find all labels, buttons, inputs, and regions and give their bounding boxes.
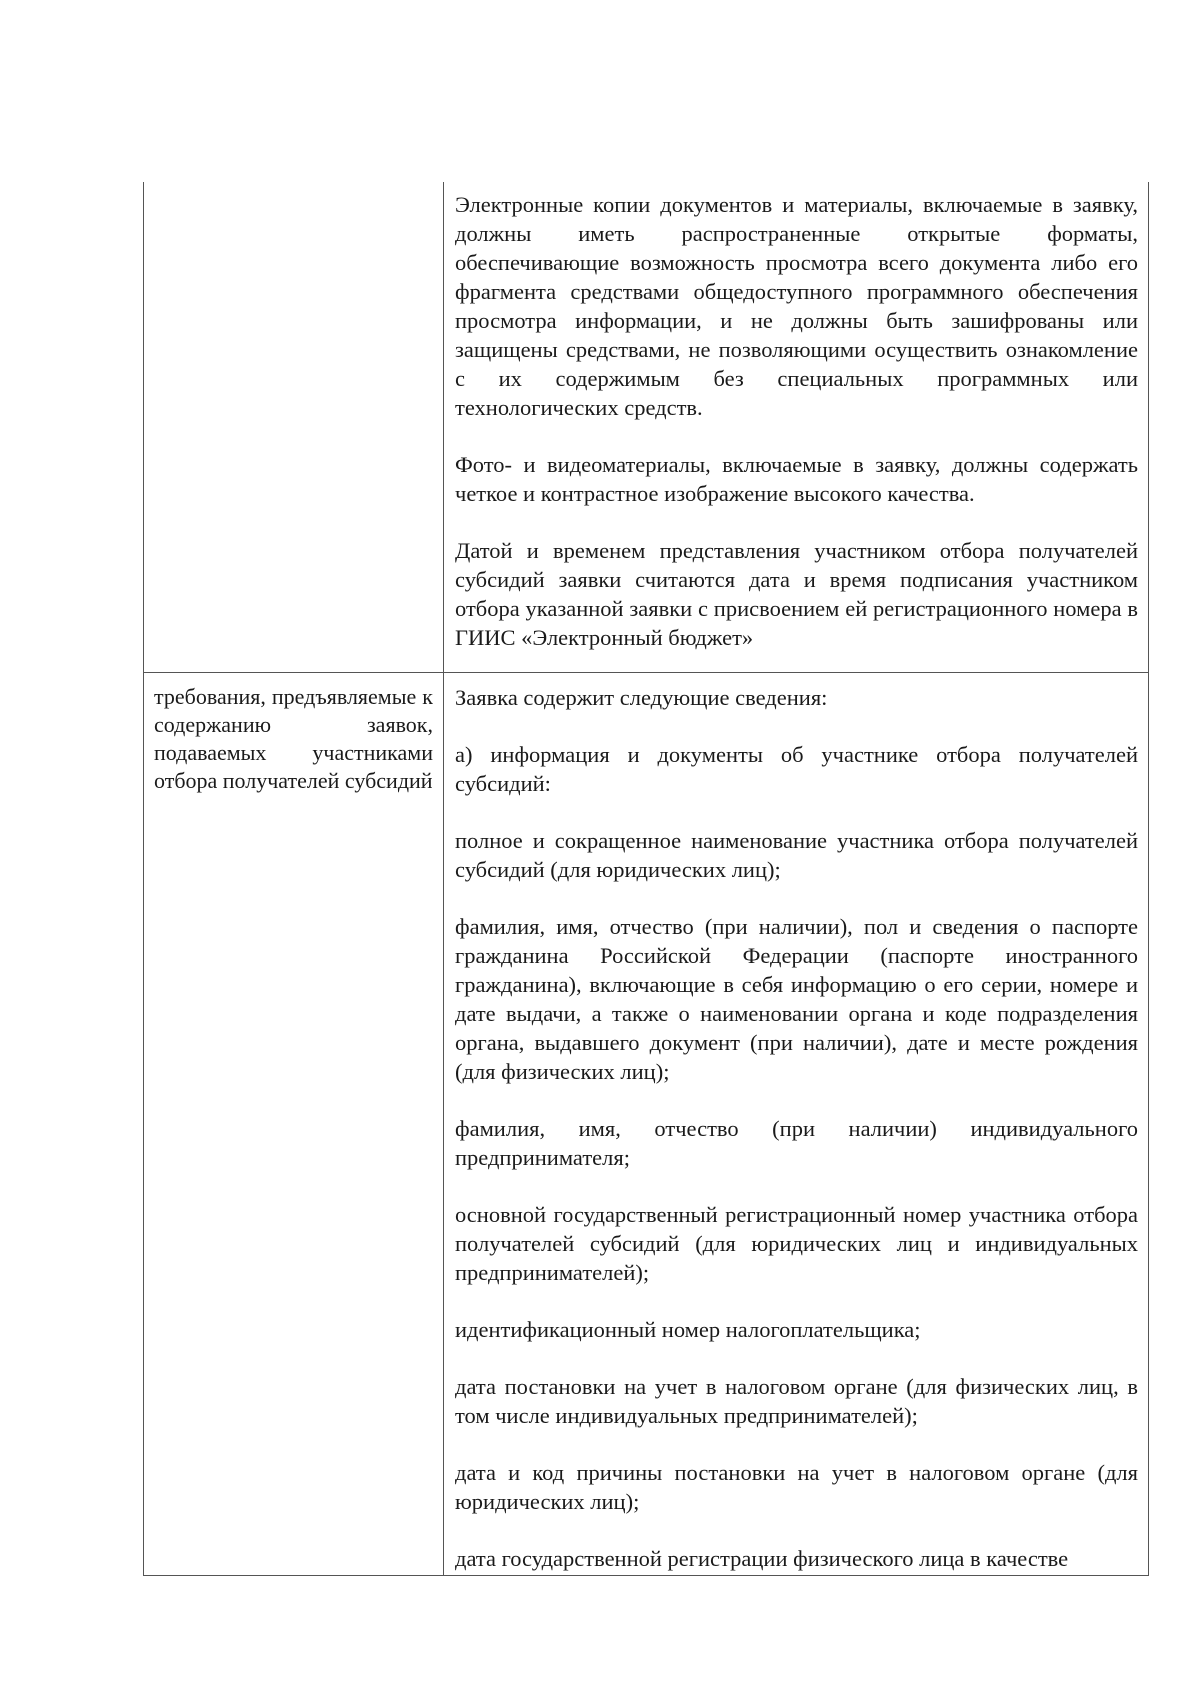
right-cell <box>444 673 1149 1576</box>
left-cell-text: требования, предъявляемые к содержанию заявок, подаваемых участниками отбора получателей субсидий <box>154 684 433 793</box>
paragraph: фамилия, имя, отчество (при наличии) индивидуального предпринимателя; <box>455 1116 1138 1170</box>
left-cell <box>144 182 444 673</box>
paragraph: полное и сокращенное наименование участника отбора получателей субсидий (для юридических лиц); <box>455 828 1138 882</box>
right-cell <box>444 182 1149 673</box>
left-cell-text <box>144 182 443 672</box>
table-row <box>144 182 1149 673</box>
paragraph: идентификационный номер налогоплательщика; <box>455 1317 921 1342</box>
paragraph: дата и код причины постановки на учет в налоговом органе (для юридических лиц); <box>455 1460 1138 1514</box>
paragraph: дата государственной регистрации физического лица в качестве <box>455 1546 1069 1571</box>
document-table <box>143 182 1149 1576</box>
paragraph: Датой и временем представления участником отбора получателей субсидий заявки считаются дата и время подписания участником отбора указанной заявки с присвоением ей регистрационного номера в ГИИС «Электронный бюджет» <box>455 538 1138 650</box>
paragraph: а) информация и документы об участнике отбора получателей субсидий: <box>455 742 1138 796</box>
paragraph: Электронные копии документов и материалы, включаемые в заявку, должны иметь распространенные открытые форматы, обеспечивающие возможность просмотра всего документа либо его фрагмента средствами общедоступного программного обеспечения просмотра информации, и не должны быть зашифрованы или защищены средствами, не позволяющими осуществить ознакомление с их содержимым без специальных программных или технологических средств. <box>455 192 1138 420</box>
paragraph: фамилия, имя, отчество (при наличии), пол и сведения о паспорте гражданина Российской Федерации (паспорте иностранного гражданина), включающие в себя информацию о его серии, номере и дате выдачи, а также о наименовании органа и коде подразделения органа, выдавшего документ (при наличии), дате и месте рождения (для физических лиц); <box>455 914 1138 1084</box>
paragraph: основной государственный регистрационный номер участника отбора получателей субсидий (для юридических лиц и индивидуальных предпринимателей); <box>455 1202 1138 1285</box>
table-row <box>144 673 1149 1576</box>
paragraph: Фото- и видеоматериалы, включаемые в заявку, должны содержать четкое и контрастное изображение высокого качества. <box>455 452 1138 506</box>
left-cell <box>144 673 444 1576</box>
paragraph: дата постановки на учет в налоговом органе (для физических лиц, в том числе индивидуальных предпринимателей); <box>455 1374 1138 1428</box>
paragraph: Заявка содержит следующие сведения: <box>455 685 828 710</box>
